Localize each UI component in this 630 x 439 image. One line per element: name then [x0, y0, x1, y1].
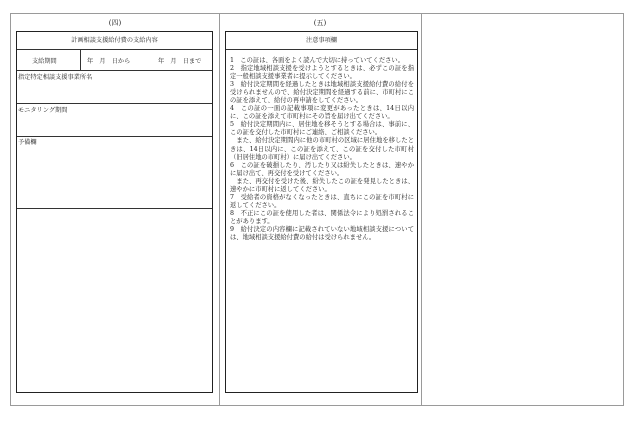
- note-item: 3 給付決定期間を経過したときは地域相談支援給付費の給付を受けられませんので、給付決定期間を経過する前に、市町村にこの証を添えて、給付の再申請をしてください。: [230, 81, 414, 105]
- row-divider: [17, 103, 212, 104]
- note-item: 4 この証の一面の記載事項に変更があったときは、14日以内に、この証を添えて市町村にその旨を届け出てください。: [230, 105, 414, 121]
- period-label: 支給期間: [32, 58, 57, 65]
- page-divider: [421, 14, 422, 405]
- note-item: また、再交付を受けた後、紛失したこの証を発見したときは、速やかに市町村に返してください。: [230, 177, 414, 193]
- office-name-label: 指定特定相談支援事業所名: [18, 74, 93, 81]
- note-item: 6 この証を破損したり、汚したり又は紛失したときは、速やかに届け出て、再交付を受けてください。: [230, 161, 414, 177]
- note-item: また、給付決定期間内に他の市町村の区域に居住地を移したときは、14日以内に、この証を添えて、この証を交付した市町村（旧居住地の市町村）に届け出てください。: [230, 137, 414, 161]
- page-divider: [219, 14, 220, 405]
- row-divider: [226, 49, 417, 50]
- benefit-content-title: 計画相談支援給付費の支給内容: [71, 37, 158, 44]
- row-divider: [17, 70, 212, 71]
- notes-list: [230, 57, 414, 242]
- note-item: 2 指定地域相談支援を受けようとするときは、必ずこの証を指定一般相談支援事業者に提示してください。: [230, 65, 414, 81]
- page-label-5: (五): [313, 19, 327, 27]
- remarks-label: 予備欄: [18, 139, 37, 146]
- notes-title: 注意事項欄: [306, 37, 337, 44]
- note-item: 1 この証は、各面をよく読んで大切に持っていてください。: [230, 57, 405, 64]
- row-divider: [17, 136, 212, 137]
- row-divider: [17, 49, 212, 50]
- period-from: 年 月 日から: [87, 58, 131, 65]
- note-item: 7 受給者の資格がなくなったときは、直ちにこの証を市町村に返してください。: [230, 193, 414, 209]
- benefit-content-frame: [16, 31, 213, 393]
- note-item: 8 不正にこの証を使用した者は、関係法令により処罰されることがあります。: [230, 209, 414, 225]
- period-to: 年 月 日まで: [158, 58, 202, 65]
- document-sheet: [10, 13, 624, 406]
- row-divider: [17, 208, 212, 209]
- note-item: 5 給付決定期間内に、居住地を移そうとする場合は、事前に、この証を交付した市町村にご連絡、ご相談ください。: [230, 121, 414, 137]
- column-divider: [80, 49, 81, 70]
- monitoring-period-label: モニタリング期間: [18, 107, 68, 114]
- page-label-4: (四): [108, 19, 122, 27]
- note-item: 9 給付決定の内容欄に記載されていない地域相談支援については、地域相談支援給付費の給付は受けられません。: [230, 225, 414, 242]
- notes-frame: [225, 31, 418, 393]
